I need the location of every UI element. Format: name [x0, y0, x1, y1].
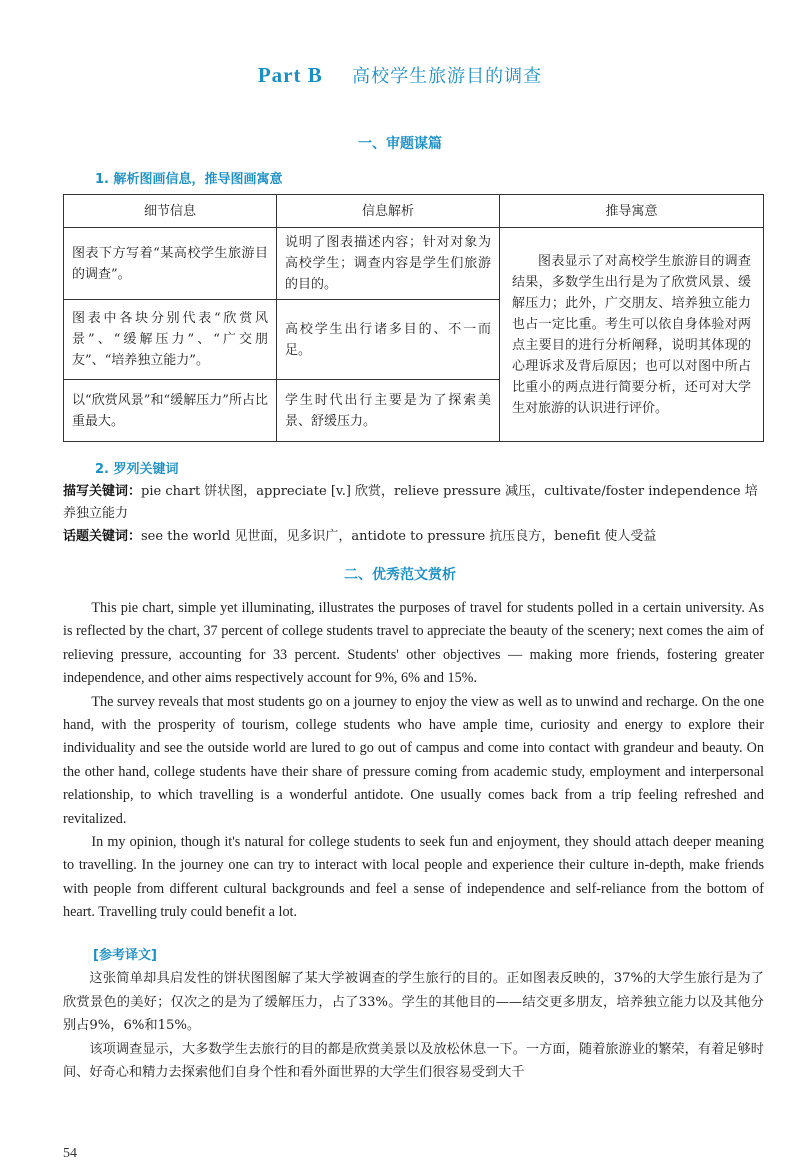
table-header: 细节信息	[64, 195, 277, 228]
table-header: 信息解析	[277, 195, 500, 228]
table-row	[64, 228, 764, 300]
reference-translation	[63, 967, 764, 1085]
part-name: 高校学生旅游目的调查	[352, 66, 543, 87]
table-cell: 学生时代出行主要是为了探索美景、舒缓压力。	[277, 380, 500, 442]
subheading-keywords: 2. 罗列关键词	[95, 462, 179, 477]
table-header: 推导寓意	[500, 195, 764, 228]
page-number: 54	[63, 1146, 77, 1161]
essay-paragraph: This pie chart, simple yet illuminating, illustrates the purposes of travel for students polled in a certain university. As is reflected by the chart, 37 percent of college students travel to appreciate the beauty of the scenery; next comes the aim of relieving pressure, accounting for 33 percent. Students' other objectives — making more friends, fostering greater independence, and other aims respectively account for 9%, 6% and 15%.	[63, 600, 764, 687]
table-cell: 说明了图表描述内容；针对对象为高校学生；调查内容是学生们旅游的目的。	[277, 228, 500, 300]
implication-cell: 图表显示了对高校学生旅游目的调查结果，多数学生出行是为了欣赏风景、缓解压力；此外，广交朋友、培养独立能力也占一定比重。考生可以依自身体验对两点主要目的进行分析阐释，说明其体现的心理诉求及背后原因；也可以对图中所占比重小的两点进行简要分析，还可对大学生对旅游的认识进行评价。	[500, 228, 764, 442]
essay-paragraph: In my opinion, though it's natural for college students to seek fun and enjoyment, they should attach deeper meaning to travelling. In the journey one can try to interact with local people and experience their culture in-depth, make friends with people from different cultural backgrounds and feel a sense of independence and self-reliance from the bottom of heart. Travelling truly could benefit a lot.	[63, 834, 764, 921]
reference-translation-label: [参考译文]	[93, 948, 157, 963]
keywords-text: pie chart 饼状图，appreciate [v.] 欣赏，relieve pressure 减压，cultivate/foster independence 培养独立能力	[63, 484, 758, 521]
description-keywords	[63, 481, 764, 525]
translation-paragraph: 该项调查显示，大多数学生去旅行的目的都是欣赏美景以及放松休息一下。一方面，随着旅游业的繁荣，有着足够时间、好奇心和精力去探索他们自身个性和看外面世界的大学生们很容易受到大千	[63, 1041, 764, 1081]
table-header-row	[64, 195, 764, 228]
subheading-analyze: 1. 解析图画信息，推导图画寓意	[95, 172, 283, 187]
table-cell: 图表中各块分别代表“欣赏风景”、“缓解压力”、“广交朋友”、“培养独立能力”。	[64, 300, 277, 380]
keywords-text: see the world 见世面，见多识广，antidote to pressure 抗压良方，benefit 使人受益	[141, 529, 657, 544]
topic-keywords	[63, 526, 764, 548]
table-cell: 高校学生出行诸多目的、不一而足。	[277, 300, 500, 380]
model-essay	[63, 597, 764, 925]
analysis-table	[63, 194, 764, 442]
section-heading-1: 一、审题谋篇	[358, 136, 442, 152]
essay-paragraph: The survey reveals that most students go on a journey to enjoy the view as well as to unwind and recharge. On the one hand, with the prosperity of tourism, college students who have ample time, curiosity and energy to explore their individuality and see the outside world are lured to go out of campus and come into contact with grandeur and beauty. On the other hand, college students have their share of pressure coming from academic study, employment and interpersonal relationship, to which travelling is a wonderful antidote. One usually comes back from a trip feeling refreshed and revitalized.	[63, 693, 764, 827]
section-heading-2: 二、优秀范文赏析	[344, 567, 456, 583]
keywords-label: 话题关键词：	[63, 529, 142, 544]
keywords-label: 描写关键词：	[63, 484, 142, 499]
table-cell: 图表下方写着“某高校学生旅游目的调查”。	[64, 228, 277, 300]
table-cell: 以“欣赏风景”和“缓解压力”所占比重最大。	[64, 380, 277, 442]
translation-paragraph: 这张简单却具启发性的饼状图图解了某大学被调查的学生旅行的目的。正如图表反映的，37%的大学生旅行是为了欣赏景色的美好；仅次之的是为了缓解压力，占了33%。学生的其他目的——结交更多朋友，培养独立能力以及其他分别占9%，6%和15%。	[63, 971, 764, 1034]
part-title	[0, 62, 800, 88]
part-label: Part B	[257, 63, 323, 87]
